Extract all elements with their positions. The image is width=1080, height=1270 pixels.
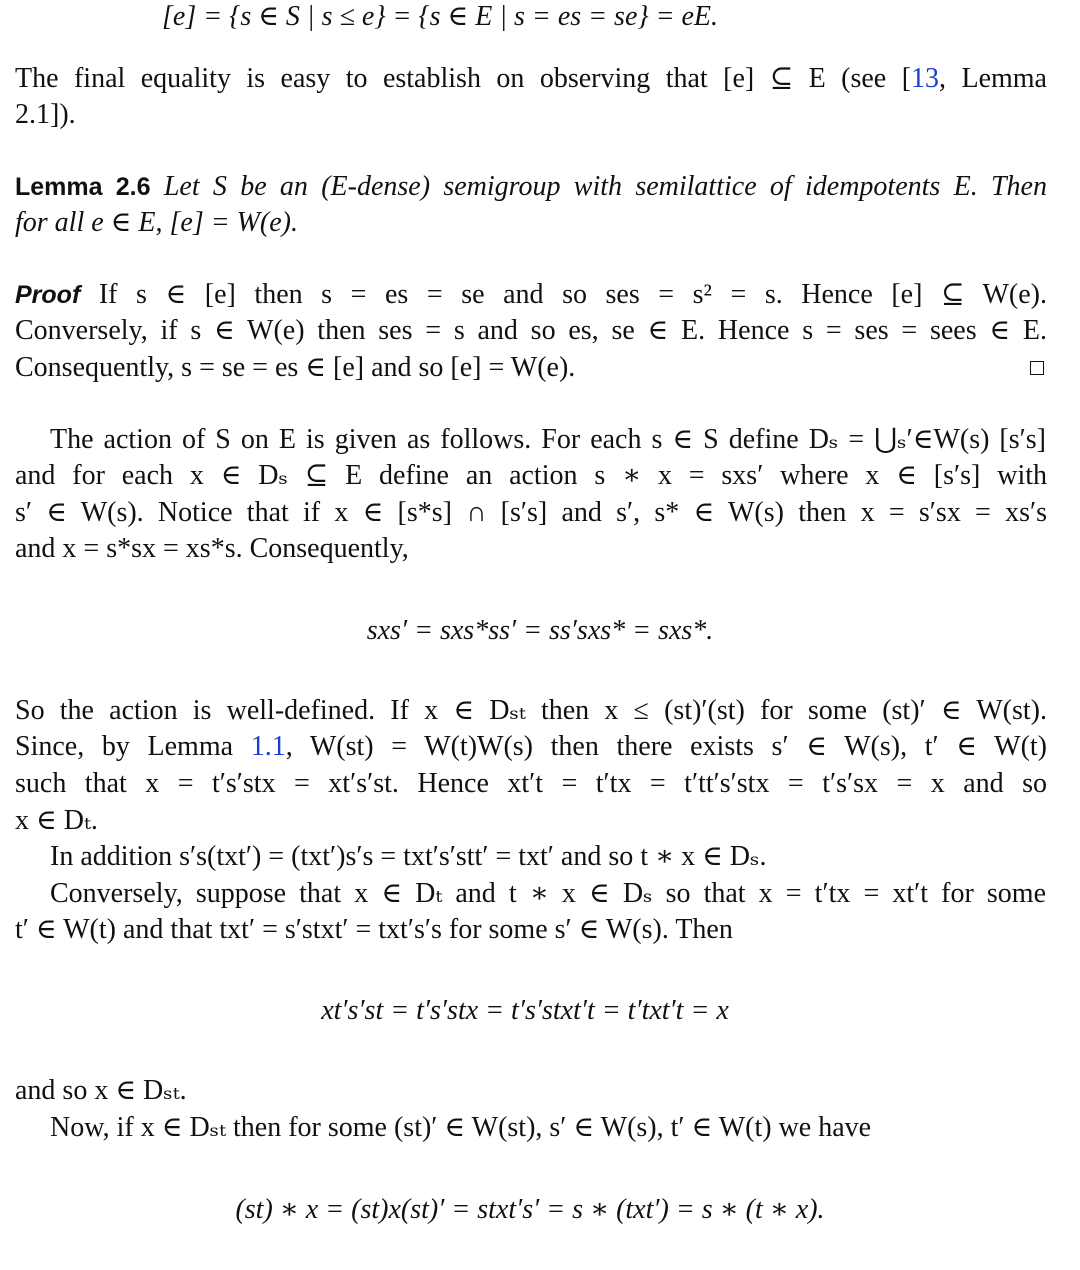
proof-label: Proof: [15, 281, 81, 309]
welldef-line1: So the action is well-defined. If x ∈ Dₛₜ then x ≤ (st)′(st) for some (st)′ ∈ W(st).: [15, 695, 1047, 726]
welldef-line4: x ∈ Dₜ.: [15, 805, 98, 836]
proof-line3: Consequently, s = se = es ∈ [e] and so [e] = W(e).: [15, 352, 576, 383]
proof-line2: Conversely, if s ∈ W(e) then ses = s and so es, se ∈ E. Hence s = ses = sees ∈ E.: [15, 315, 1047, 346]
welldef-text-b: , W(st) = W(t)W(s) then there exists s′ ∈ W(s), t′ ∈ W(t): [285, 731, 1048, 762]
welldef-text-a: Since, by Lemma: [15, 731, 251, 762]
para1-text-a: The final equality is easy to establish on observing that [e] ⊆ E (see [: [15, 63, 912, 94]
para1-line1: [15, 62, 1047, 96]
citation-13-link[interactable]: 13: [911, 63, 940, 94]
welldef-line3: such that x = t′s′stx = xt′s′st. Hence xt′t = t′tx = t′tt′s′stx = t′s′sx = x and so: [15, 768, 1047, 799]
proof-text-1: If s ∈ [e] then s = es = se and so ses = s² = s. Hence [e] ⊆ W(e).: [98, 279, 1047, 310]
lemma-line1: [15, 170, 1047, 204]
welldef-line2: [15, 730, 1047, 764]
proof-line1: [15, 278, 1047, 312]
final-line1: and so x ∈ Dₛₜ.: [15, 1075, 187, 1106]
para1-text-b: , Lemma: [939, 63, 1047, 94]
final-line2: Now, if x ∈ Dₛₜ then for some (st)′ ∈ W(st), s′ ∈ W(s), t′ ∈ W(t) we have: [50, 1112, 872, 1143]
para1-line2: 2.1]).: [15, 99, 76, 130]
welldef-line6: Conversely, suppose that x ∈ Dₜ and t ∗ x ∈ Dₛ so that x = t′tx = xt′t for some: [50, 878, 1046, 909]
qed-box-icon: [1030, 361, 1044, 375]
lemma-text-1: Let S be an (E-dense) semigroup with semilattice of idempotents E. Then: [163, 171, 1047, 202]
lemma-line2: for all e ∈ E, [e] = W(e).: [15, 207, 299, 238]
lemma-1-1-link[interactable]: 1.1: [250, 731, 286, 762]
top-equation: [e] = {s ∈ S | s ≤ e} = {s ∈ E | s = es = se} = eE.: [162, 1, 718, 32]
action-line4: and x = s*sx = xs*s. Consequently,: [15, 533, 409, 564]
equation-2: sxs′ = sxs*ss′ = ss′sxs* = sxs*.: [366, 615, 714, 646]
welldef-line7: t′ ∈ W(t) and that txt′ = s′stxt′ = txt′s′s for some s′ ∈ W(s). Then: [15, 914, 733, 945]
action-line1: The action of S on E is given as follows. For each s ∈ S define Dₛ = ⋃ₛ′∈W(s) [s′s]: [50, 424, 1046, 455]
action-line2: and for each x ∈ Dₛ ⊆ E define an action s ∗ x = sxs′ where x ∈ [s′s] with: [15, 460, 1047, 491]
welldef-line5: In addition s′s(txt′) = (txt′)s′s = txt′s′stt′ = txt′ and so t ∗ x ∈ Dₛ.: [50, 841, 767, 872]
action-line3: s′ ∈ W(s). Notice that if x ∈ [s*s] ∩ [s′s] and s′, s* ∈ W(s) then x = s′sx = xs′s: [15, 497, 1047, 528]
lemma-label: Lemma 2.6: [15, 173, 151, 201]
equation-4: (st) ∗ x = (st)x(st)′ = stxt′s′ = s ∗ (txt′) = s ∗ (t ∗ x).: [235, 1194, 825, 1225]
equation-3: xt′s′st = t′s′stx = t′s′stxt′t = t′txt′t = x: [321, 995, 729, 1026]
